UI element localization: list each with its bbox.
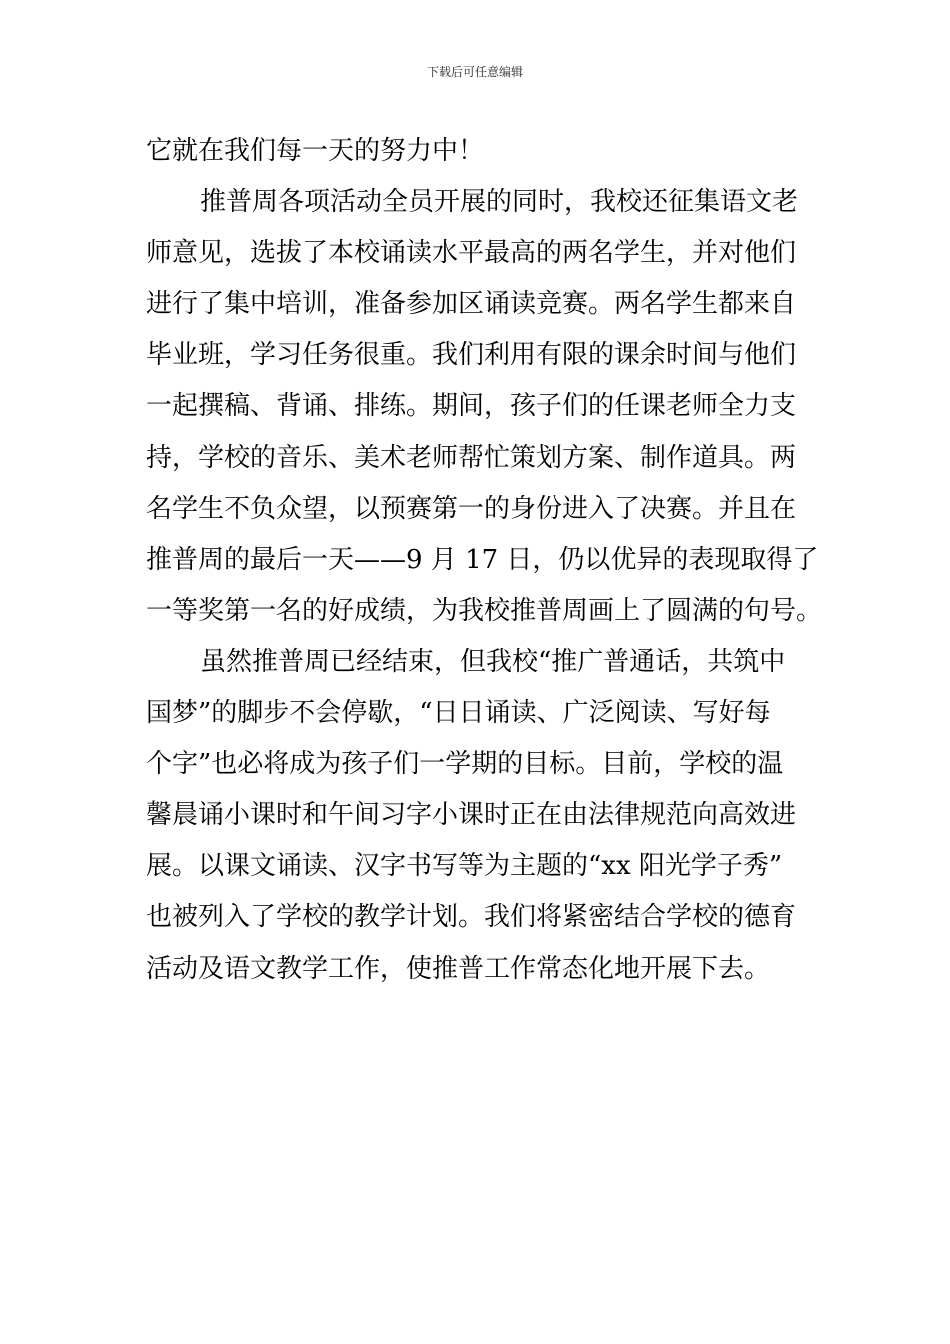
paragraph-line: 国梦”的脚步不会停歇，“日日诵读、广泛阅读、写好每 — [146, 698, 771, 729]
paragraph-line: 师意见，选拔了本校诵读水平最高的两名学生，并对他们 — [146, 238, 797, 269]
paragraph-line: 活动及语文教学工作，使推普工作常态化地开展下去。 — [146, 953, 771, 984]
paragraph-line: 毕业班，学习任务很重。我们利用有限的课余时间与他们 — [146, 340, 797, 371]
paragraph-line: 展。以课文诵读、汉字书写等为主题的“xx 阳光学子秀” — [146, 851, 783, 882]
paragraph-line: 进行了集中培训，准备参加区诵读竞赛。两名学生都来自 — [146, 289, 797, 320]
paragraph-line: 一起撰稿、背诵、排练。期间，孩子们的任课老师全力支 — [146, 391, 797, 422]
paragraph-line: 它就在我们每一天的努力中！ — [146, 136, 485, 166]
paragraph-line: 推普周的最后一天——9 月 17 日，仍以优异的表现取得了 — [146, 544, 819, 575]
paragraph-line: 推普周各项活动全员开展的同时，我校还征集语文老 — [200, 187, 799, 218]
paragraph-line: 也被列入了学校的教学计划。我们将紧密结合学校的德育 — [146, 902, 797, 933]
paragraph-1 — [146, 126, 808, 177]
paragraph-line: 持，学校的音乐、美术老师帮忙策划方案、制作道具。两 — [146, 442, 797, 473]
paragraph-3 — [146, 637, 808, 995]
paragraph-line: 名学生不负众望，以预赛第一的身份进入了决赛。并且在 — [146, 493, 797, 524]
paragraph-line: 馨晨诵小课时和午间习字小课时正在由法律规范向高效进 — [146, 800, 797, 831]
paragraph-line: 虽然推普周已经结束，但我校“推广普通话，共筑中 — [200, 646, 786, 677]
paragraph-2 — [146, 177, 823, 637]
page-header: 下载后可任意编辑 — [426, 65, 523, 79]
paragraph-line: 个字”也必将成为孩子们一学期的目标。目前，学校的温 — [146, 749, 784, 780]
document-body — [146, 126, 823, 995]
paragraph-line: 一等奖第一名的好成绩，为我校推普周画上了圆满的句号。 — [146, 595, 823, 626]
